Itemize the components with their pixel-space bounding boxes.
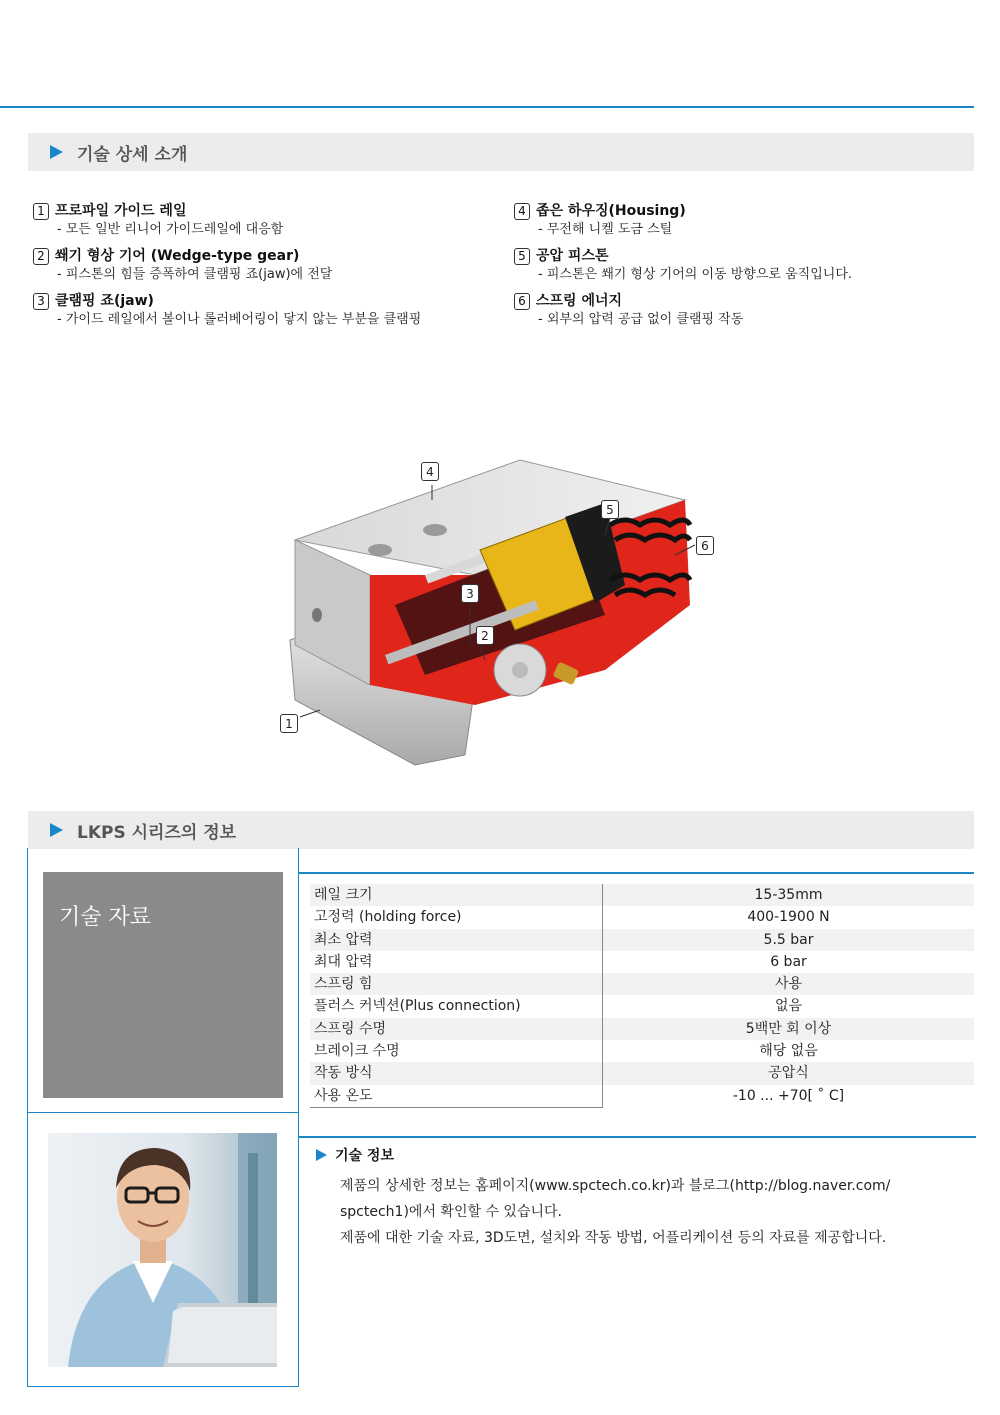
table-row (310, 929, 974, 951)
section-title: 기술 상세 소개 (77, 144, 188, 165)
info-header (316, 1145, 966, 1165)
feature-list-left (33, 202, 493, 337)
info-line-1: 제품의 상세한 정보는 홈페이지(www.spctech.co.kr)과 블로그(http://blog.naver.com/ (340, 1178, 891, 1194)
spec-value: 5.5 bar (602, 929, 974, 951)
feature-title: 클램핑 죠(jaw) (55, 293, 154, 309)
callout-4: 4 (421, 462, 439, 481)
feature-item (33, 202, 493, 239)
top-rule (0, 106, 974, 108)
triangle-icon (316, 1149, 327, 1161)
spec-key: 브레이크 수명 (314, 1043, 400, 1060)
tech-data-label: 기술 자료 (59, 905, 152, 930)
feature-desc: - 외부의 압력 공급 없이 클램핑 작동 (538, 312, 744, 327)
spec-key: 플러스 커넥션(Plus connection) (314, 998, 521, 1015)
spec-value: 사용 (602, 973, 974, 995)
table-row (310, 884, 974, 906)
product-cutaway-diagram (275, 455, 735, 785)
spec-table (310, 884, 974, 1107)
spec-value: 없음 (602, 995, 974, 1017)
feature-desc: - 가이드 레일에서 볼이나 롤러베어링이 닿지 않는 부분을 클램핑 (57, 312, 422, 327)
spec-value: 6 bar (602, 951, 974, 973)
info-title: 기술 정보 (335, 1148, 394, 1164)
spec-key: 최소 압력 (314, 931, 373, 948)
spec-value: -10 ... +70[ ˚ C] (602, 1085, 974, 1107)
feature-item (514, 292, 974, 329)
spec-key: 사용 온도 (314, 1087, 373, 1104)
spec-key: 작동 방식 (314, 1065, 373, 1082)
triangle-icon (50, 145, 63, 159)
info-line-3: 제품에 대한 기술 자료, 3D도면, 설치와 작동 방법, 어플리케이션 등의 자료를 제공합니다. (340, 1230, 887, 1246)
feature-title: 공압 피스톤 (536, 248, 609, 264)
spec-value: 공압식 (602, 1062, 974, 1084)
table-row (310, 995, 974, 1017)
callout-6: 6 (696, 536, 714, 555)
table-row (310, 906, 974, 928)
number-badge: 5 (514, 248, 530, 265)
number-badge: 1 (33, 203, 49, 220)
spec-key: 스프링 힘 (314, 976, 373, 993)
callout-1: 1 (280, 714, 298, 733)
feature-item (33, 247, 493, 284)
table-row (310, 951, 974, 973)
table-row (310, 1085, 974, 1107)
feature-title: 스프링 에너지 (536, 293, 623, 309)
callout-5: 5 (601, 500, 619, 519)
table-row (310, 1040, 974, 1062)
table-row (310, 973, 974, 995)
person-illustration (48, 1133, 277, 1367)
table-row (310, 1018, 974, 1040)
table-row (310, 1062, 974, 1084)
number-badge: 4 (514, 203, 530, 220)
tech-data-box (43, 872, 283, 1098)
feature-item (33, 292, 493, 329)
spec-value: 5백만 회 이상 (602, 1018, 974, 1040)
spec-key: 고정력 (holding force) (314, 909, 462, 926)
feature-desc: - 모든 일반 리니어 가이드레일에 대응함 (57, 222, 284, 237)
spec-value: 해당 없음 (602, 1040, 974, 1062)
spec-value: 15-35mm (602, 884, 974, 906)
triangle-icon (50, 823, 63, 837)
spec-key: 레일 크기 (314, 887, 373, 903)
number-badge: 2 (33, 248, 49, 265)
section-title: LKPS 시리즈의 정보 (77, 822, 237, 843)
info-line-2: spctech1)에서 확인할 수 있습니다. (340, 1204, 562, 1220)
section-header-lkps-info (28, 811, 974, 849)
feature-desc: - 피스톤의 힘들 증폭하여 클램핑 죠(jaw)에 전달 (57, 267, 333, 282)
spec-key: 스프링 수명 (314, 1020, 387, 1037)
callout-3: 3 (461, 584, 479, 603)
clamp-illustration (275, 455, 735, 785)
spec-bottom-rule (310, 1107, 603, 1108)
info-top-rule (298, 1136, 976, 1138)
engineer-photo (48, 1133, 277, 1367)
feature-item (514, 202, 974, 239)
tech-info-block (316, 1145, 966, 1251)
feature-item (514, 247, 974, 284)
feature-title: 쐐기 형상 기어 (Wedge-type gear) (55, 248, 300, 264)
feature-list-right (514, 202, 974, 337)
feature-desc: - 피스톤은 쐐기 형상 기어의 이동 방향으로 움직입니다. (538, 267, 853, 282)
callout-2: 2 (476, 626, 494, 645)
number-badge: 3 (33, 293, 49, 310)
feature-title: 프로파일 가이드 레일 (55, 203, 187, 219)
feature-desc: - 무전해 니켈 도금 스틸 (538, 222, 673, 237)
number-badge: 6 (514, 293, 530, 310)
spec-key: 최대 압력 (314, 953, 373, 970)
feature-title: 좁은 하우징(Housing) (536, 203, 686, 219)
spec-value: 400-1900 N (602, 906, 974, 928)
section-header-tech-detail (28, 133, 974, 171)
table-top-rule (298, 872, 974, 874)
